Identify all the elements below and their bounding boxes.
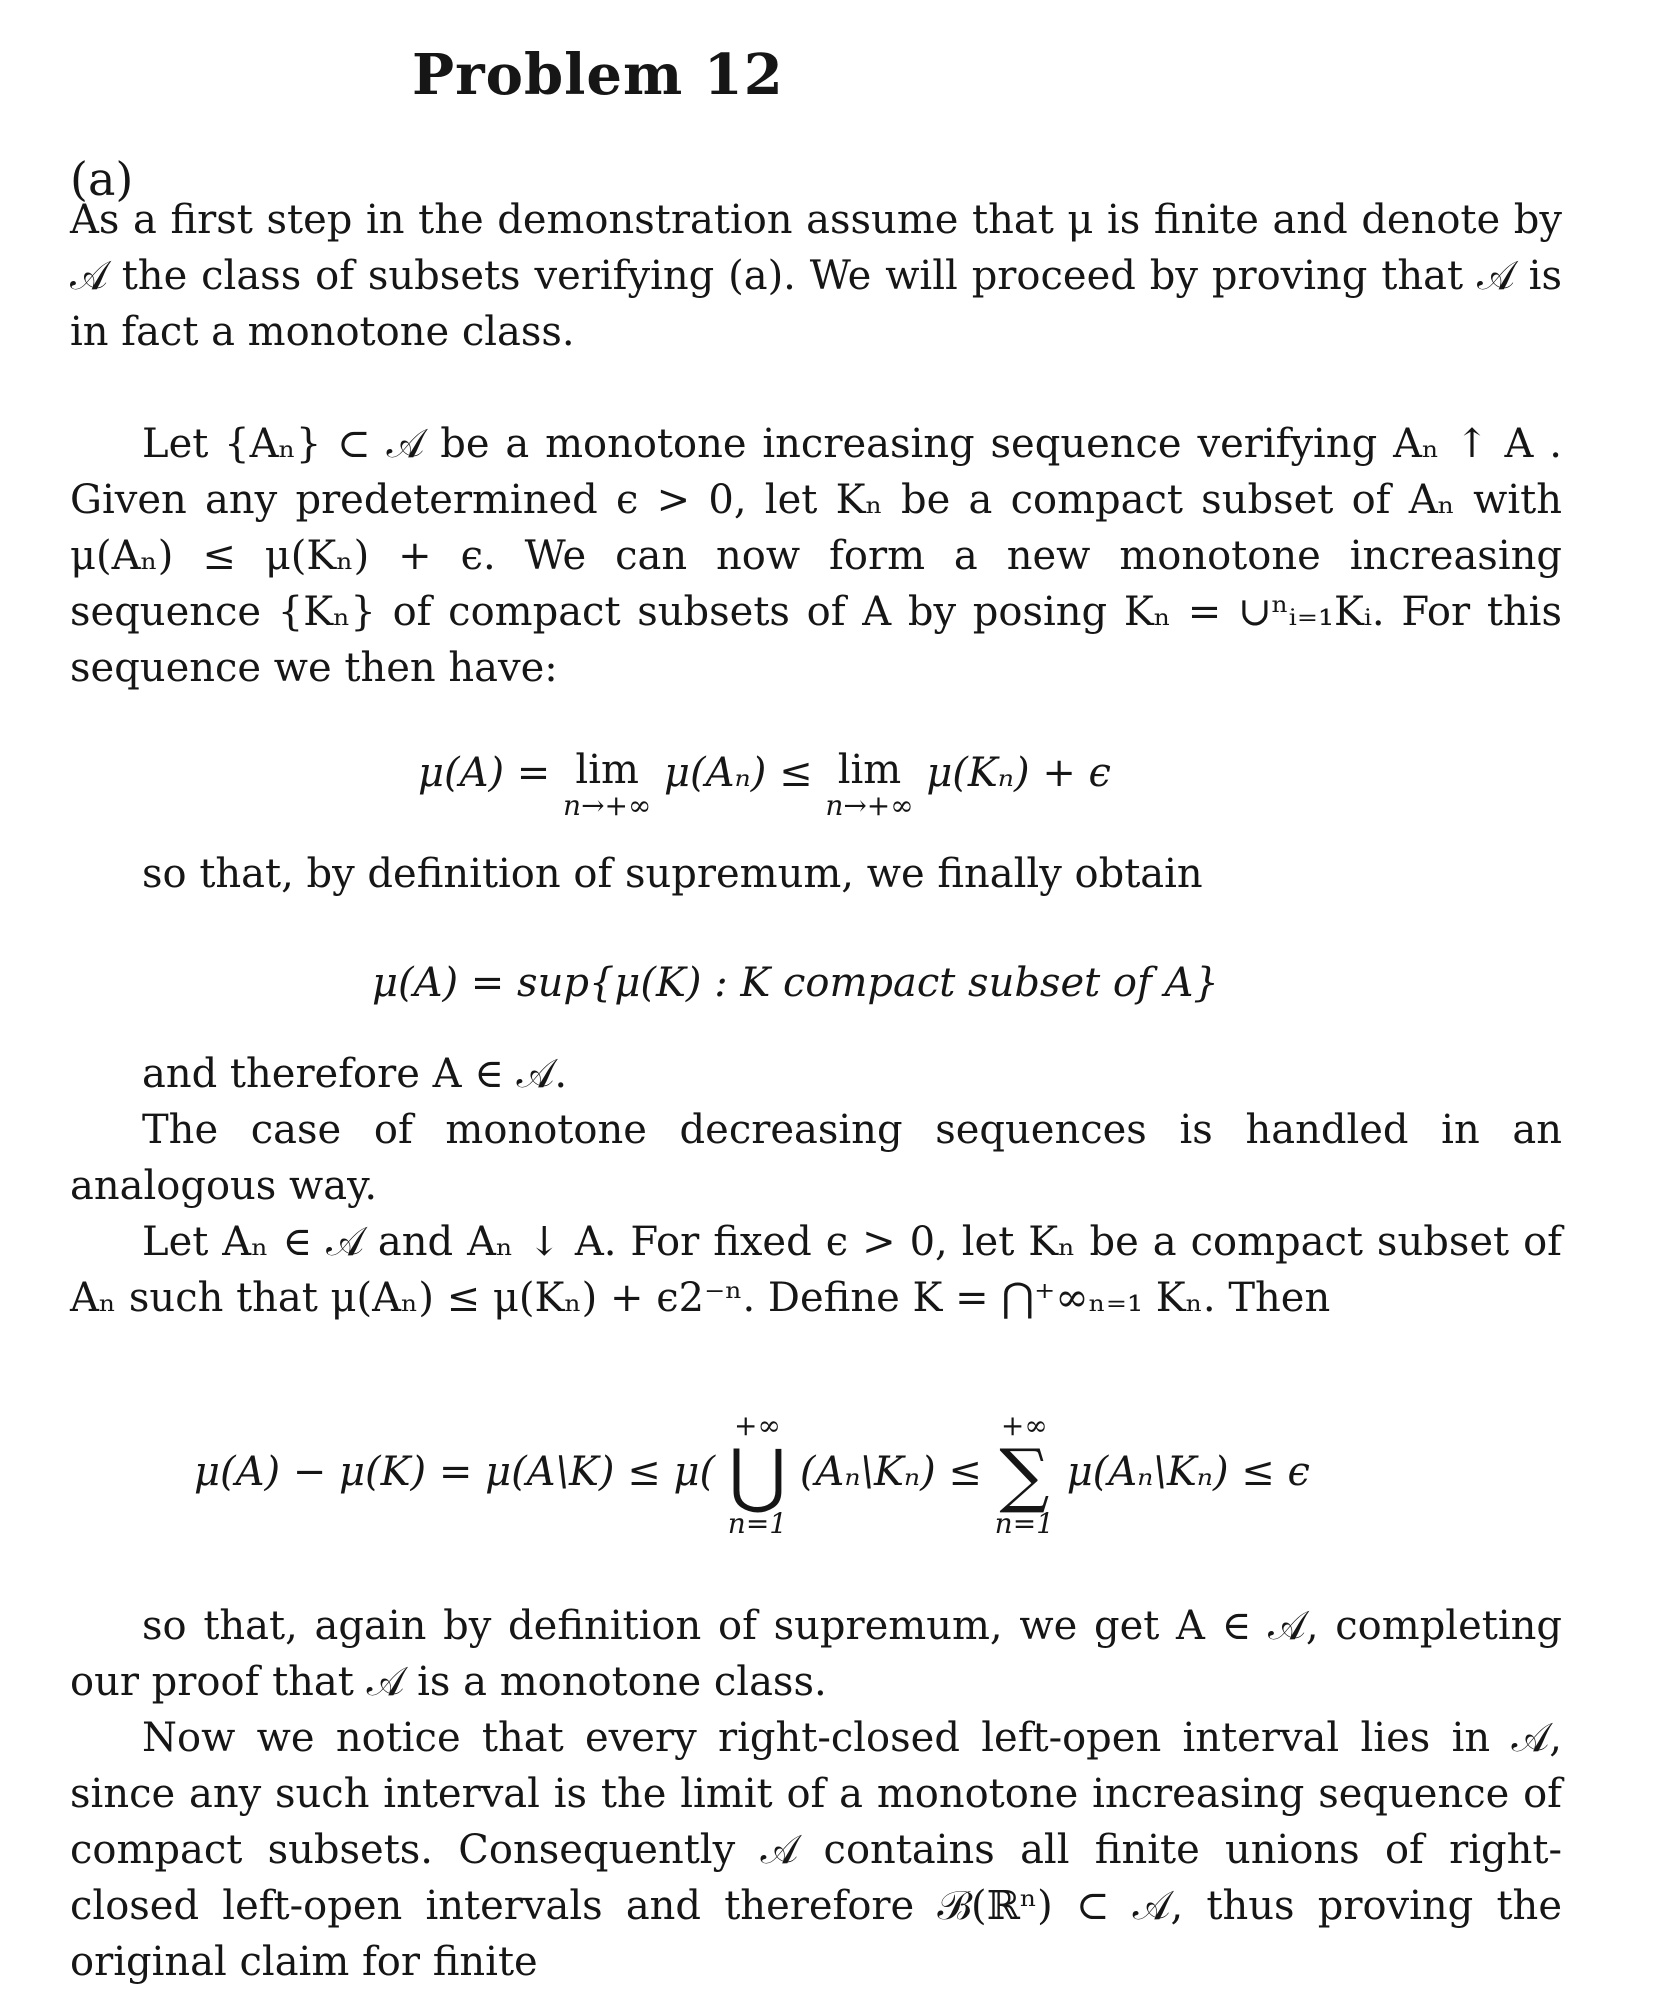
paragraph-4: and therefore A ∈ 𝒜. bbox=[142, 1051, 568, 1097]
eq1-lim-2: lim n→+∞ bbox=[825, 747, 914, 822]
union-operator: +∞ ⋃ n=1 bbox=[727, 1409, 788, 1540]
eq1-left: μ(A) = bbox=[418, 750, 551, 796]
paragraph-2: Let {Aₙ} ⊂ 𝒜 be a monotone increasing sequence verifying Aₙ ↑ A . Given any predetermined ϵ > 0, let Kₙ be a compact subset of Aₙ with μ(Aₙ) ≤ μ(Kₙ) + ϵ. We can now form a new monotone increasing sequence {Kₙ} of compact subsets of A by posing Kₙ = ∪ⁿᵢ₌₁Kᵢ. For this sequence we then have: bbox=[70, 421, 1562, 691]
eq1-lim-1: lim n→+∞ bbox=[563, 747, 652, 822]
eq1-right: μ(Kₙ) + ϵ bbox=[926, 750, 1111, 796]
equation-union-sum bbox=[194, 1409, 1310, 1540]
paragraph-6: Let Aₙ ∈ 𝒜 and Aₙ ↓ A. For fixed ϵ > 0, let Kₙ be a compact subset of Aₙ such that μ(Aₙ) ≤ μ(Kₙ) + ϵ2⁻ⁿ. Define K = ⋂⁺∞ₙ₌₁ Kₙ. Then bbox=[70, 1219, 1562, 1321]
paragraph-3: so that, by definition of supremum, we finally obtain bbox=[142, 851, 1203, 897]
paragraph-1: As a first step in the demonstration assume that μ is finite and denote by 𝒜 the class of subsets verifying (a). We will proceed by proving that 𝒜 is in fact a monotone class. bbox=[70, 197, 1562, 355]
paragraph-7: so that, again by definition of supremum, we get A ∈ 𝒜, completing our proof that 𝒜 is a monotone class. bbox=[70, 1603, 1562, 1705]
eq1-mid: μ(Aₙ) ≤ bbox=[664, 750, 813, 796]
equation-supremum: μ(A) = sup{μ(K) : K compact subset of A} bbox=[372, 960, 1219, 1006]
equation-limit bbox=[418, 747, 1111, 822]
eq3-right: μ(Aₙ\Kₙ) ≤ ϵ bbox=[1066, 1449, 1310, 1495]
problem-title: Problem 12 bbox=[412, 42, 784, 108]
paragraph-5: The case of monotone decreasing sequences is handled in an analogous way. bbox=[70, 1107, 1562, 1209]
eq3-mid: (Aₙ\Kₙ) ≤ bbox=[799, 1449, 982, 1495]
paragraph-8: Now we notice that every right-closed left-open interval lies in 𝒜, since any such interval is the limit of a monotone increasing sequence of compact subsets. Consequently 𝒜 contains all finite unions of right-closed left-open intervals and therefore ℬ(ℝⁿ) ⊂ 𝒜, thus proving the original claim for finite bbox=[70, 1715, 1562, 1985]
sum-operator: +∞ ∑ n=1 bbox=[994, 1409, 1054, 1540]
eq3-left: μ(A) − μ(K) = μ(A\K) ≤ μ( bbox=[194, 1449, 716, 1495]
section-label: (a) bbox=[70, 152, 134, 206]
